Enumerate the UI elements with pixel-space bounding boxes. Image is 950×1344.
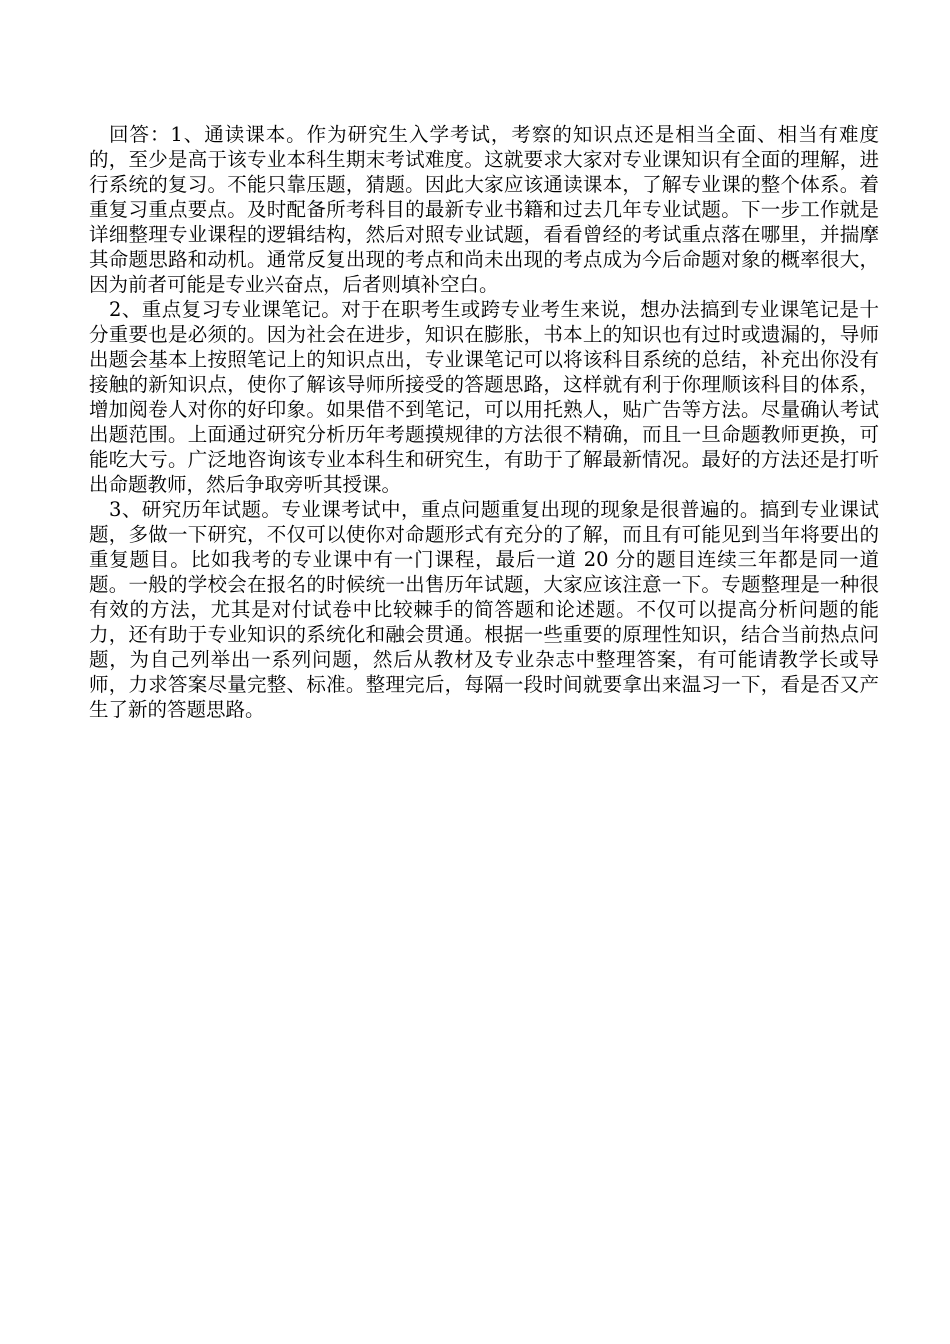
document-body	[89, 122, 879, 722]
paragraph-2: 2、重点复习专业课笔记。对于在职考生或跨专业考生来说，想办法搞到专业课笔记是十分重要也是必须的。因为社会在进步，知识在膨胀，书本上的知识也有过时或遗漏的，导师出题会基本上按照笔记上的知识点出，专业课笔记可以将该科目系统的总结，补充出你没有接触的新知识点，使你了解该导师所接受的答题思路，这样就有利于你理顺该科目的体系，增加阅卷人对你的好印象。如果借不到笔记，可以用托熟人，贴广告等方法。尽量确认考试出题范围。上面通过研究分析历年考题摸规律的方法很不精确，而且一旦命题教师更换，可能吃大亏。广泛地咨询该专业本科生和研究生，有助于了解最新情况。最好的方法还是打听出命题教师，然后争取旁听其授课。	[89, 298, 879, 496]
paragraph-1: 回答：1、通读课本。作为研究生入学考试，考察的知识点还是相当全面、相当有难度的，至少是高于该专业本科生期末考试难度。这就要求大家对专业课知识有全面的理解，进行系统的复习。不能只靠压题，猜题。因此大家应该通读课本，了解专业课的整个体系。着重复习重点要点。及时配备所考科目的最新专业书籍和过去几年专业试题。下一步工作就是详细整理专业课程的逻辑结构，然后对照专业试题，看看曾经的考试重点落在哪里，并揣摩其命题思路和动机。通常反复出现的考点和尚未出现的考点成为今后命题对象的概率很大，因为前者可能是专业兴奋点，后者则填补空白。	[89, 123, 879, 296]
paragraph-3: 3、研究历年试题。专业课考试中，重点问题重复出现的现象是很普遍的。搞到专业课试题，多做一下研究，不仅可以使你对命题形式有充分的了解，而且有可能见到当年将要出的重复题目。比如我考的专业课中有一门课程，最后一道 20 分的题目连续三年都是同一道题。一般的学校会在报名的时候统一出售历年试题，大家应该注意一下。专题整理是一种很有效的方法，尤其是对付试卷中比较棘手的简答题和论述题。不仅可以提高分析问题的能力，还有助于专业知识的系统化和融会贯通。根据一些重要的原理性知识，结合当前热点问题，为自己列举出一系列问题，然后从教材及专业杂志中整理答案，有可能请教学长或导师，力求答案尽量完整、标准。整理完后，每隔一段时间就要拿出来温习一下，看是否又产生了新的答题思路。	[89, 498, 879, 721]
